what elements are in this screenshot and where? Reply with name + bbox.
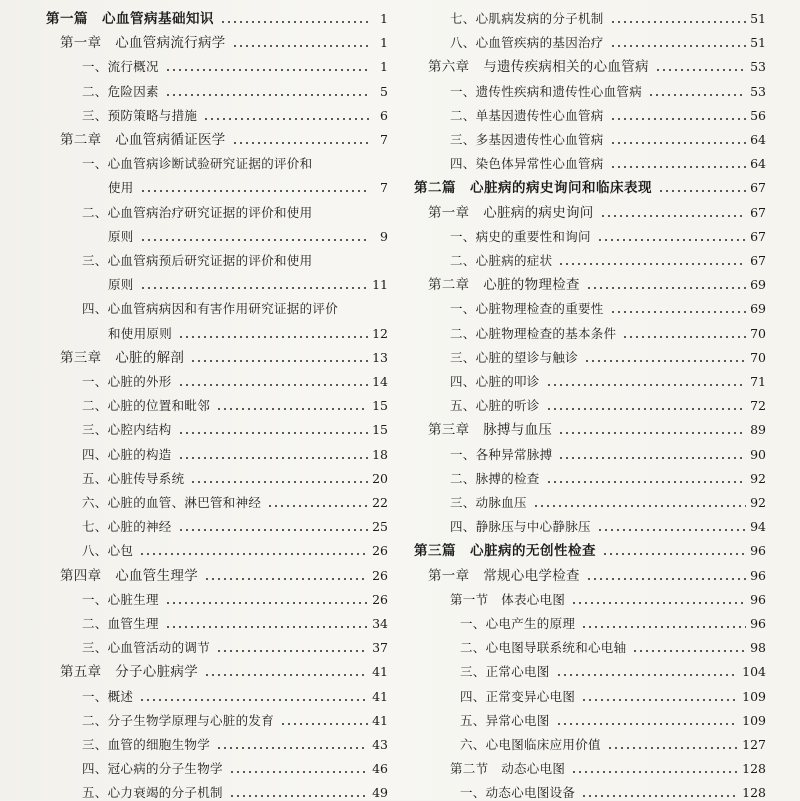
toc-page-number: 104 <box>742 664 766 680</box>
toc-entry-title: 二、危险因素 <box>82 83 159 99</box>
toc-dot-leader <box>140 190 370 192</box>
toc-dot-leader <box>610 21 746 23</box>
toc-entry-sub <box>414 729 766 753</box>
toc-dot-leader <box>318 263 370 265</box>
toc-entry-item <box>46 608 388 632</box>
toc-entry-title: 五、心脏的听诊 <box>450 398 540 414</box>
toc-dot-leader <box>232 45 370 47</box>
toc-entry-item <box>46 293 388 317</box>
toc-entry-title: 使用 <box>108 180 134 196</box>
toc-entry-title: 第二章 心血管病循证医学 <box>60 132 226 148</box>
toc-entry-rsect <box>414 753 766 777</box>
toc-entry-title: 一、心脏生理 <box>82 591 159 607</box>
toc-page-number: 1 <box>380 59 388 75</box>
toc-entry-chap <box>414 51 766 75</box>
toc-dot-leader <box>610 45 746 47</box>
toc-entry-title: 五、心脏传导系统 <box>82 470 185 486</box>
toc-entry-sub <box>414 705 766 729</box>
toc-entry-item <box>414 148 766 172</box>
toc-entry-item <box>46 681 388 705</box>
toc-entry-title: 一、动态心电图设备 <box>460 785 576 801</box>
toc-entry-chap <box>414 414 766 438</box>
toc-entry-item <box>46 439 388 463</box>
toc-page-number: 26 <box>372 591 388 607</box>
toc-dot-leader <box>610 118 746 120</box>
toc-page-number: 46 <box>372 761 388 777</box>
toc-entry-title: 四、静脉压与中心静脉压 <box>450 519 591 535</box>
toc-entry-title: 四、心脏的叩诊 <box>450 374 540 389</box>
toc-dot-leader <box>571 602 746 604</box>
toc-entry-title: 三、预防策略与措施 <box>82 107 198 123</box>
toc-entry-item <box>414 439 766 463</box>
toc-dot-leader <box>581 626 746 628</box>
toc-dot-leader <box>216 650 368 652</box>
toc-entry-title: 第四章 心血管生理学 <box>60 567 198 584</box>
toc-entry-title: 和使用原则 <box>108 325 173 341</box>
toc-entry-title: 第三章 脉搏与血压 <box>428 422 553 439</box>
toc-entry-item <box>46 414 388 438</box>
toc-page-number: 11 <box>372 277 388 293</box>
toc-entry-cont <box>46 172 388 196</box>
toc-page-number: 128 <box>742 761 766 777</box>
toc-dot-leader <box>229 771 368 773</box>
toc-entry-title: 二、心血管病治疗研究证据的评价和使用 <box>82 204 313 220</box>
toc-entry-chap <box>46 124 388 148</box>
toc-dot-leader <box>178 457 368 459</box>
toc-dot-leader <box>658 190 746 192</box>
toc-entry-item <box>414 245 766 269</box>
toc-entry-title: 二、心脏的位置和毗邻 <box>82 398 211 414</box>
toc-entry-title: 三、心血管活动的调节 <box>82 640 211 656</box>
toc-entry-item <box>46 463 388 487</box>
toc-entry-sub <box>414 632 766 656</box>
toc-dot-leader <box>178 529 368 531</box>
toc-dot-leader <box>558 457 746 459</box>
toc-entry-item <box>46 245 388 269</box>
toc-page-number: 69 <box>750 301 766 317</box>
toc-entry-item <box>414 27 766 51</box>
toc-entry-title: 二、心脏物理检查的基本条件 <box>450 325 617 341</box>
toc-dot-leader <box>318 215 370 217</box>
toc-page-number: 72 <box>750 398 766 414</box>
toc-entry-item <box>46 51 388 75</box>
toc-entry-item <box>414 318 766 342</box>
toc-entry-chap <box>46 560 388 584</box>
toc-entry-item <box>46 535 388 559</box>
toc-entry-item <box>414 390 766 414</box>
toc-entry-title: 五、心力衰竭的分子机制 <box>82 785 223 801</box>
toc-dot-leader <box>533 505 746 507</box>
toc-entry-title: 一、心血管病诊断试验研究证据的评价和 <box>82 156 313 172</box>
toc-page-number: 51 <box>750 11 766 26</box>
toc-entry-title: 第三篇 心脏病的无创性检查 <box>414 543 596 560</box>
toc-entry-cont <box>46 269 388 293</box>
toc-entry-title: 三、心脏的望诊与触诊 <box>450 349 579 365</box>
toc-entry-rsect <box>414 584 766 608</box>
toc-entry-title: 一、流行概况 <box>82 59 159 75</box>
toc-entry-title: 一、心脏的外形 <box>82 374 172 389</box>
toc-entry-title: 三、心血管病预后研究证据的评价和使用 <box>82 253 313 268</box>
toc-entry-title: 四、冠心病的分子生物学 <box>82 761 223 777</box>
toc-page-number: 1 <box>380 11 388 26</box>
toc-entry-title: 四、心脏的构造 <box>82 446 172 462</box>
toc-entry-title: 原则 <box>108 277 134 293</box>
toc-dot-leader <box>622 336 746 338</box>
toc-dot-leader <box>600 215 746 217</box>
toc-entry-chap <box>46 656 388 680</box>
toc-entry-item <box>46 197 388 221</box>
toc-entry-title: 二、脉搏的检查 <box>450 470 540 486</box>
toc-entry-sub <box>414 656 766 680</box>
toc-entry-title: 三、正常心电图 <box>460 664 550 680</box>
toc-entry-title: 四、正常变异心电图 <box>460 688 576 704</box>
toc-entry-item <box>46 76 388 100</box>
toc-entry-title: 二、血管生理 <box>82 616 159 631</box>
toc-entry-title: 三、心腔内结构 <box>82 422 172 438</box>
toc-entry-title: 一、遗传性疾病和遗传性心血管病 <box>450 83 643 99</box>
toc-dot-leader <box>546 384 746 386</box>
toc-page-number: 96 <box>750 567 766 583</box>
toc-page-number: 92 <box>750 495 766 510</box>
toc-page-number: 7 <box>380 132 388 147</box>
toc-page-number: 18 <box>372 446 388 462</box>
toc-dot-leader <box>190 360 368 362</box>
toc-entry-item <box>46 777 388 801</box>
toc-entry-chap <box>414 197 766 221</box>
toc-entry-item <box>414 124 766 148</box>
toc-dot-leader <box>216 747 368 749</box>
toc-dot-leader <box>190 481 368 483</box>
toc-entry-title: 一、病史的重要性和询问 <box>450 228 591 244</box>
toc-page-number: 14 <box>372 374 388 389</box>
toc-page-number: 6 <box>380 107 388 123</box>
toc-dot-leader <box>178 384 368 386</box>
toc-entry-item <box>414 3 766 27</box>
toc-entry-title: 第一章 心脏病的病史询问 <box>428 204 594 221</box>
toc-page-number: 13 <box>372 349 388 365</box>
toc-entry-item <box>46 100 388 124</box>
toc-dot-leader <box>586 287 746 289</box>
toc-dot-leader <box>165 94 370 96</box>
toc-dot-leader <box>165 626 368 628</box>
toc-page-number: 41 <box>372 688 388 704</box>
toc-entry-item <box>414 463 766 487</box>
toc-page-number: 92 <box>750 470 766 486</box>
toc-dot-leader <box>581 699 738 701</box>
toc-dot-leader <box>178 336 368 338</box>
toc-entry-title: 三、血管的细胞生物学 <box>82 737 211 752</box>
toc-entry-title: 一、各种异常脉搏 <box>450 446 553 462</box>
toc-dot-leader <box>165 69 370 71</box>
toc-page-number: 53 <box>750 83 766 99</box>
toc-dot-leader <box>178 432 368 434</box>
toc-entry-item <box>46 148 388 172</box>
toc-page-number: 1 <box>380 35 388 51</box>
toc-page-number: 70 <box>750 325 766 341</box>
toc-dot-leader <box>610 142 746 144</box>
toc-dot-leader <box>546 481 746 483</box>
toc-page-number: 98 <box>750 640 766 656</box>
toc-dot-leader <box>280 723 368 725</box>
toc-dot-leader <box>648 94 746 96</box>
toc-page-number: 109 <box>742 712 766 728</box>
toc-page-number: 89 <box>750 422 766 438</box>
toc-dot-leader <box>232 142 370 144</box>
toc-entry-title: 三、动脉血压 <box>450 495 527 510</box>
toc-entry-title: 七、心脏的神经 <box>82 519 172 535</box>
toc-page-number: 90 <box>750 446 766 462</box>
toc-dot-leader <box>267 505 368 507</box>
toc-dot-leader <box>571 771 738 773</box>
toc-entry-cont <box>46 318 388 342</box>
toc-entry-item <box>414 293 766 317</box>
toc-entry-title: 六、心电图临床应用价值 <box>460 737 601 752</box>
toc-page-number: 67 <box>750 228 766 244</box>
toc-entry-item <box>46 487 388 511</box>
toc-entry-title: 第五章 分子心脏病学 <box>60 664 198 681</box>
toc-entry-title: 一、心脏物理检查的重要性 <box>450 301 604 317</box>
toc-page-number: 26 <box>372 567 388 583</box>
toc-entry-title: 二、分子生物学原理与心脏的发育 <box>82 712 275 728</box>
toc-page-number: 26 <box>372 543 388 559</box>
toc-entry-item <box>414 487 766 511</box>
toc-entry-title: 八、心血管疾病的基因治疗 <box>450 35 604 51</box>
toc-dot-leader <box>139 553 368 555</box>
toc-dot-leader <box>140 287 368 289</box>
toc-dot-leader <box>204 578 368 580</box>
toc-entry-item <box>414 100 766 124</box>
toc-dot-leader <box>229 795 368 797</box>
toc-entry-sub <box>414 608 766 632</box>
toc-page-number: 37 <box>372 640 388 656</box>
toc-entry-title: 二、心脏病的症状 <box>450 253 553 268</box>
toc-page-number: 67 <box>750 204 766 220</box>
toc-page-number: 34 <box>372 616 388 631</box>
toc-dot-leader <box>597 529 746 531</box>
toc-dot-leader <box>203 118 370 120</box>
toc-entry-title: 二、单基因遗传性心血管病 <box>450 107 604 123</box>
toc-page-number: 96 <box>750 591 766 607</box>
toc-entry-part <box>46 3 388 27</box>
toc-dot-leader <box>556 674 739 676</box>
toc-dot-leader <box>586 578 746 580</box>
toc-entry-title: 三、多基因遗传性心血管病 <box>450 132 604 147</box>
toc-dot-leader <box>204 674 368 676</box>
toc-entry-title: 八、心包 <box>82 543 134 559</box>
toc-entry-part <box>414 172 766 196</box>
toc-dot-leader <box>216 408 368 410</box>
toc-page-number: 22 <box>372 495 388 510</box>
toc-page-number: 20 <box>372 470 388 486</box>
toc-entry-title: 四、染色体异常性心血管病 <box>450 156 604 172</box>
toc-entry-item <box>46 366 388 390</box>
toc-page-number: 127 <box>742 737 766 752</box>
toc-dot-leader <box>558 432 746 434</box>
toc-dot-leader <box>610 311 746 313</box>
toc-entry-chap <box>414 269 766 293</box>
toc-page-number: 71 <box>750 374 766 389</box>
toc-entry-item <box>414 511 766 535</box>
toc-entry-chap <box>46 342 388 366</box>
toc-entry-title: 第一节 体表心电图 <box>450 591 566 607</box>
toc-page-number: 7 <box>380 180 388 196</box>
toc-dot-leader <box>220 21 370 23</box>
toc-entry-title: 第二章 心脏的物理检查 <box>428 277 580 294</box>
toc-dot-leader <box>610 166 746 168</box>
toc-page-number: 5 <box>380 83 388 99</box>
toc-entry-item <box>414 342 766 366</box>
toc-page-number: 64 <box>750 156 766 172</box>
toc-page-number: 25 <box>372 519 388 535</box>
toc-page-number: 12 <box>372 325 388 341</box>
toc-entry-item <box>46 753 388 777</box>
toc-dot-leader <box>655 69 746 71</box>
toc-entry-title: 第一篇 心血管病基础知识 <box>46 11 214 27</box>
toc-page-number: 67 <box>750 180 766 196</box>
toc-entry-title: 六、心脏的血管、淋巴管和神经 <box>82 495 262 510</box>
toc-page-number: 51 <box>750 35 766 51</box>
toc-entry-item <box>46 511 388 535</box>
toc-entry-sub <box>414 681 766 705</box>
toc-entry-title: 一、心电产生的原理 <box>460 616 576 631</box>
toc-page-number: 94 <box>750 519 766 535</box>
toc-dot-leader <box>318 166 370 168</box>
toc-entry-title: 第一章 常规心电学检查 <box>428 567 580 584</box>
toc-entry-item <box>46 632 388 656</box>
toc-dot-leader <box>581 795 738 797</box>
toc-entry-item <box>46 390 388 414</box>
toc-dot-leader <box>602 553 746 555</box>
toc-dot-leader <box>584 360 746 362</box>
toc-entry-title: 二、心电图导联系统和心电轴 <box>460 640 627 656</box>
toc-page-number: 70 <box>750 349 766 365</box>
toc-page-number: 96 <box>750 543 766 559</box>
toc-entry-item <box>414 366 766 390</box>
toc-entry-title: 第六章 与遗传疾病相关的心血管病 <box>428 59 649 76</box>
toc-entry-chap <box>414 560 766 584</box>
toc-dot-leader <box>607 747 738 749</box>
toc-page-number: 49 <box>372 785 388 801</box>
toc-page-number: 64 <box>750 132 766 147</box>
toc-page-number: 67 <box>750 253 766 268</box>
toc-page-number: 69 <box>750 277 766 293</box>
toc-page-number: 9 <box>380 228 388 244</box>
toc-entry-title: 第二篇 心脏病的病史询问和临床表现 <box>414 180 652 197</box>
toc-page-number: 109 <box>742 688 766 704</box>
toc-dot-leader <box>558 263 746 265</box>
toc-page-number: 41 <box>372 712 388 728</box>
toc-entry-chap <box>46 27 388 51</box>
toc-dot-leader <box>632 650 746 652</box>
toc-entry-title: 一、概述 <box>82 688 134 704</box>
toc-dot-leader <box>344 311 370 313</box>
toc-entry-title: 原则 <box>108 228 134 244</box>
toc-dot-leader <box>139 699 368 701</box>
toc-entry-title: 第一章 心血管病流行病学 <box>60 35 226 52</box>
toc-page-number: 15 <box>372 422 388 438</box>
toc-dot-leader <box>546 408 746 410</box>
toc-entry-item <box>46 584 388 608</box>
toc-entry-item <box>414 76 766 100</box>
toc-page-number: 43 <box>372 737 388 752</box>
toc-page-number: 96 <box>750 616 766 631</box>
toc-entry-item <box>46 705 388 729</box>
toc-page-number: 56 <box>750 107 766 123</box>
toc-page-number: 41 <box>372 664 388 680</box>
toc-dot-leader <box>597 239 746 241</box>
toc-entry-item <box>414 221 766 245</box>
toc-entry-item <box>46 729 388 753</box>
toc-page-number: 53 <box>750 59 766 75</box>
toc-dot-leader <box>140 239 370 241</box>
toc-entry-title: 第二节 动态心电图 <box>450 761 566 777</box>
toc-page-number: 128 <box>742 785 766 801</box>
toc-entry-sub <box>414 777 766 801</box>
toc-entry-title: 七、心肌病发病的分子机制 <box>450 11 604 26</box>
toc-page-number: 15 <box>372 398 388 414</box>
toc-dot-leader <box>165 602 368 604</box>
toc-entry-title: 五、异常心电图 <box>460 712 550 728</box>
toc-entry-cont <box>46 221 388 245</box>
toc-entry-title: 第三章 心脏的解剖 <box>60 349 185 366</box>
toc-dot-leader <box>556 723 739 725</box>
toc-entry-part <box>414 535 766 559</box>
toc-entry-title: 四、心血管病病因和有害作用研究证据的评价 <box>82 301 339 317</box>
